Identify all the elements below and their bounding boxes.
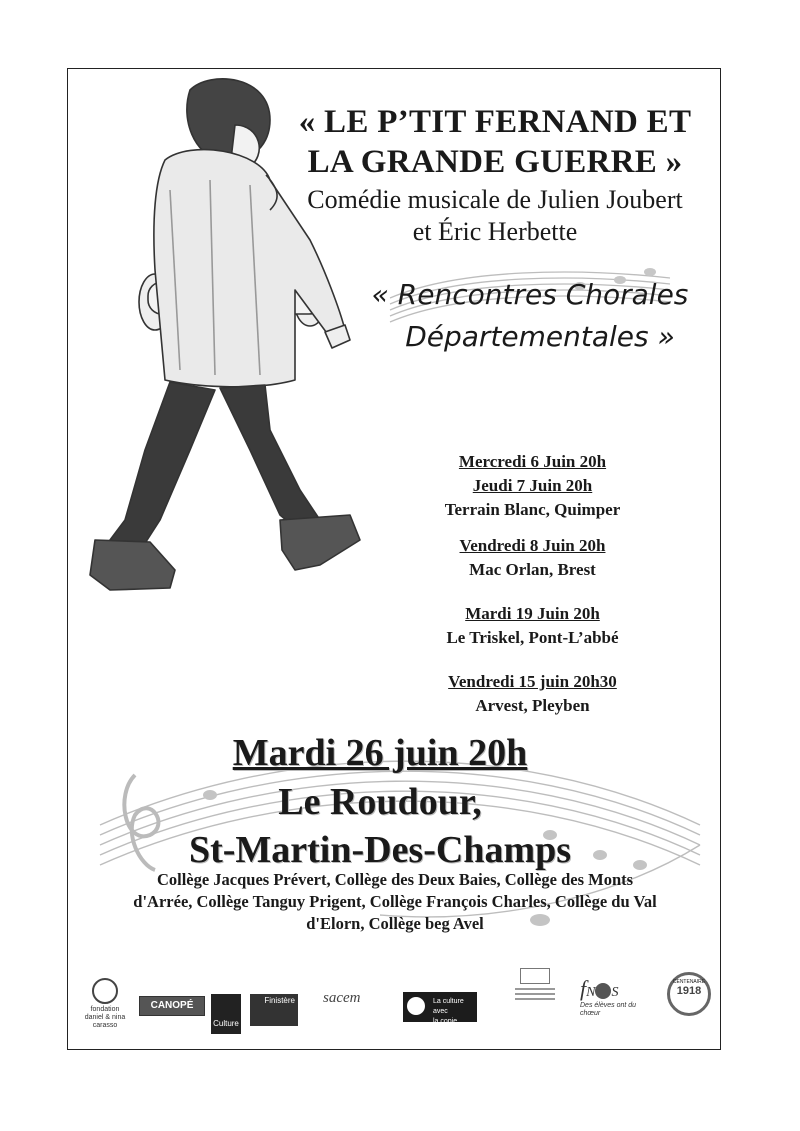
sacem-logo: sacem bbox=[323, 990, 361, 1006]
copie-privee-icon bbox=[407, 997, 425, 1015]
fondation-carasso-logo: fondation daniel & nina carasso bbox=[75, 978, 135, 1030]
colleges-line: d'Elorn, Collège beg Avel bbox=[306, 914, 484, 933]
show-title bbox=[270, 102, 720, 182]
performance-venue: Mac Orlan, Brest bbox=[469, 560, 596, 579]
ministry-logo bbox=[515, 968, 555, 1018]
main-event-venue bbox=[120, 778, 640, 874]
culture-logo: Culture bbox=[211, 994, 241, 1034]
event-series bbox=[330, 274, 730, 358]
fondation-emblem-icon bbox=[92, 978, 118, 1004]
performance-item bbox=[400, 670, 665, 718]
main-venue-line-2: St-Martin-Des-Champs bbox=[188, 829, 572, 871]
performance-date: Mardi 19 Juin 20h bbox=[465, 604, 600, 623]
colleges-line: d'Arrée, Collège Tanguy Prigent, Collège François Charles, Collège du Val bbox=[133, 892, 657, 911]
performance-date: Mercredi 6 Juin 20h bbox=[458, 452, 607, 471]
rencontres-line-2: Départementales » bbox=[405, 320, 675, 353]
performance-item bbox=[400, 602, 665, 650]
canope-logo: CANOPÉ bbox=[139, 996, 205, 1016]
title-line-2: LA GRANDE GUERRE » bbox=[307, 144, 683, 180]
performance-venue: Terrain Blanc, Quimper bbox=[444, 500, 621, 519]
performance-date: Vendredi 8 Juin 20h bbox=[459, 536, 606, 555]
performance-list bbox=[400, 450, 665, 730]
performance-date: Jeudi 7 Juin 20h bbox=[472, 476, 593, 495]
performance-date: Vendredi 15 juin 20h30 bbox=[448, 672, 617, 691]
performance-venue: Arvest, Pleyben bbox=[475, 696, 590, 715]
performance-item bbox=[400, 450, 665, 522]
sponsor-logos bbox=[75, 968, 715, 1038]
subtitle-line-1: Comédie musicale de Julien Joubert bbox=[307, 185, 683, 214]
main-event-date: Mardi 26 juin 20h bbox=[232, 732, 528, 774]
republique-emblem-icon bbox=[520, 968, 550, 984]
subtitle-line-2: et Éric Herbette bbox=[412, 217, 578, 246]
centenaire-logo: CENTENAIRE 1918 bbox=[667, 972, 711, 1016]
title-line-1: « LE P’TIT FERNAND ET bbox=[298, 104, 692, 140]
main-venue-line-1: Le Roudour, bbox=[278, 781, 482, 823]
finistere-logo: Finistère bbox=[250, 994, 298, 1026]
show-subtitle bbox=[270, 184, 720, 248]
rencontres-line-1: « Rencontres Chorales bbox=[371, 278, 689, 311]
performance-item bbox=[400, 534, 665, 582]
copie-privee-logo: La culture avec la copie privée bbox=[403, 992, 477, 1022]
fncs-logo: fN S Des élèves ont du chœur bbox=[580, 976, 637, 1017]
colleges-line: Collège Jacques Prévert, Collège des Deux Baies, Collège des Monts bbox=[156, 870, 634, 889]
performance-venue: Le Triskel, Pont-L’abbé bbox=[446, 628, 619, 647]
participating-colleges bbox=[85, 869, 705, 935]
